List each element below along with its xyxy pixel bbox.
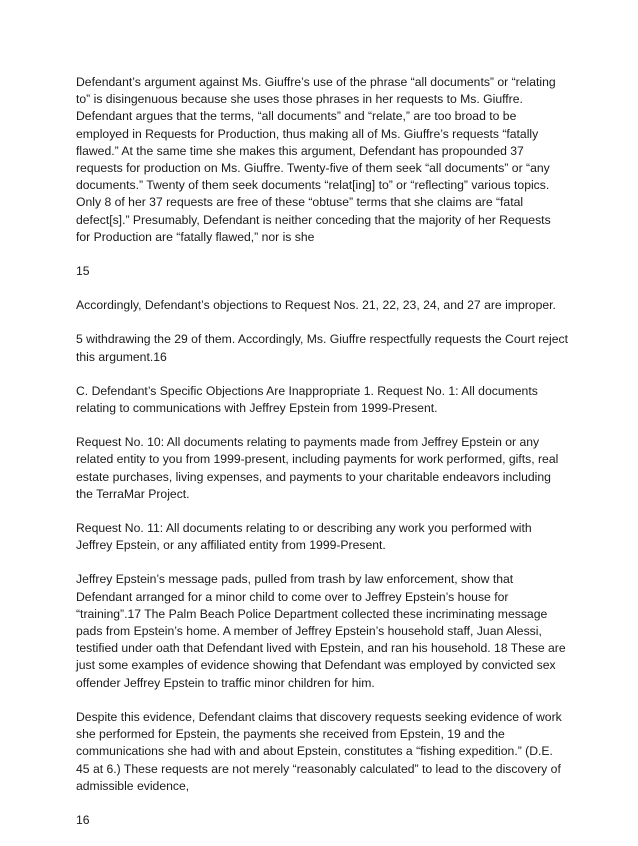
paragraph-fishing-expedition: Despite this evidence, Defendant claims that discovery requests seeking evidence of work she performed for Epstein, the payments she received from Epstein, 19 and the communications she had with and about Epstein, constitutes a “fishing expedition.” (D.E. 45 at 6.) These requests are not merely “reasonably calculated” to lead to the discovery of admissible evidence, (76, 709, 562, 793)
document-page (76, 74, 568, 846)
paragraph-conclusion-requests: Accordingly, Defendant’s objections to Request Nos. 21, 22, 23, 24, and 27 are improper. (76, 298, 556, 313)
paragraph-message-pads: Jeffrey Epstein’s message pads, pulled from trash by law enforcement, show that Defendant arranged for a minor child to come over to Jeffrey Epstein’s house for “training”.17 The Palm Beach Police Department collected these incriminating message pads from Epstein’s home. A member of Jeffrey Epstein’s household staff, Juan Alessi, testified under oath that Defendant lived with Epstein, and ran his household. 18 These are just some examples of evidence showing that Defendant was employed by convicted sex offender Jeffrey Epstein to traffic minor children for him. (76, 572, 566, 690)
paragraph-request-10: Request No. 10: All documents relating to payments made from Jeffrey Epstein or any related entity to you from 1999-present, including payments for work performed, gifts, real estate purchases, living expenses, and payments to your charitable endeavors including the TerraMar Project. (76, 435, 559, 501)
paragraph-section-c-request-1: C. Defendant’s Specific Objections Are Inappropriate 1. Request No. 1: All documents relating to communications with Jeffrey Epstein from 1999-Present. (76, 383, 538, 416)
paragraph-argument: Defendant’s argument against Ms. Giuffre’s use of the phrase “all documents” or “relating to” is disingenuous because she uses those phrases in her requests to Ms. Giuffre. Defendant argues that the terms, “all documents” and “relate,” are too broad to be employed in Requests for Production, thus making all of Ms. Giuffre’s requests “fatally flawed.” At the same time she makes this argument, Defendant has propounded 37 requests for production on Ms. Giuffre. Twenty-five of them seek “all documents” or “any documents.” Twenty of them seek documents “relat[ing] to” or “reflecting” various topics. Only 8 of her 37 requests are free of these “obtuse” terms that she claims are “fatal defect[s].” Presumably, Defendant is neither conceding that the majority of her Requests for Production are “fatally flawed,” nor is she (76, 75, 556, 244)
paragraph-withdrawing: 5 withdrawing the 29 of them. Accordingly, Ms. Giuffre respectfully requests the Court reject this argument.16 (76, 332, 569, 364)
paragraph-request-11: Request No. 11: All documents relating to or describing any work you performed with Jeffrey Epstein, or any affiliated entity from 1999-Present. (76, 521, 532, 553)
page-number-16: 16 (76, 812, 90, 827)
page-number-15: 15 (76, 264, 90, 279)
